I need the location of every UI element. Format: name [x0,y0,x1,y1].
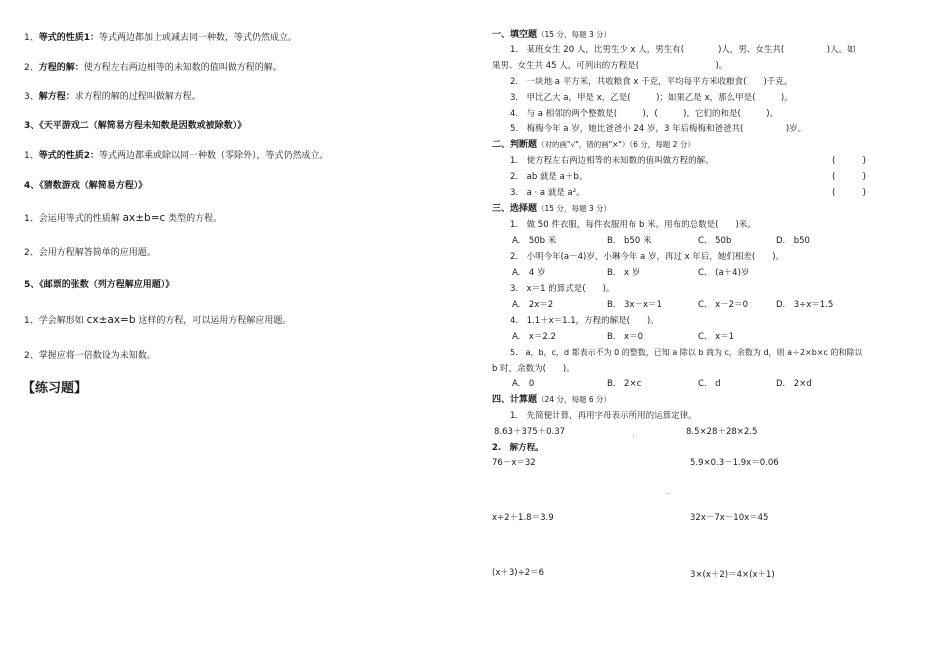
mc-q3-option-a: A. 2x＝2 [512,300,554,310]
objective-4-para: 2、掌握应将一倍数设为未知数。 [24,351,156,361]
equation-4: 32x－7x－10x＝45 [690,513,769,523]
mc-q4-option-c: C. x＝1 [698,332,735,342]
solving-def-para: 3、解方程：求方程的解的过程叫做解方程。 [24,92,201,102]
section-multiple-choice: 三、选择题（15 分，每题 3 分） [492,204,611,214]
mc-q1-option-a: A. 50b 米 [512,236,557,246]
mc-q1-option-d: D. b50 [776,236,810,246]
objective-3-para: 1、学会解形如 cx±ax=b 这样的方程，可以运用方程解应用题。 [24,314,292,326]
mc-q4: 4. 1.1＋x＝1.1，方程的解是( )。 [510,316,659,326]
scan-speck [633,435,634,436]
mc-q4-option-a: A. x＝2.2 [512,332,556,342]
mc-q3-option-d: D. 3÷x＝1.5 [776,300,834,310]
tf-q3-answer-box: ( ) [832,188,867,198]
mc-q2-option-a: A. 4 岁 [512,268,546,278]
mc-q5-option-b: B. 2×c [607,379,642,389]
formula-cx-ax-b: cx±ax=b [86,314,136,326]
equation-3: x÷2＋1.8＝3.9 [492,513,554,523]
tf-q3: 3. a · a 就是 a²。 [510,188,585,198]
mc-q2-option-c: C. (a＋4)岁 [698,268,750,278]
lesson-5-heading: 5、《邮票的张数（列方程解应用题）》 [24,280,175,290]
lesson-3-heading: 3、《天平游戏二（解简易方程未知数是因数或被除数）》 [24,121,247,131]
mc-q1-option-b: B. b50 米 [607,236,652,246]
mc-q1: 1. 做 50 件衣服，每件衣服用布 b 米。用布的总数是( )米。 [510,220,756,230]
equation-6: 3×(x＋2)＝4×(x＋1) [690,570,775,580]
scan-speck [668,493,669,494]
objective-1-para: 1、会运用等式的性质解 ax±b=c 类型的方程。 [24,212,223,224]
right-page [480,0,950,672]
fill-q2: 2. 一块地 a 平方米，共收粮食 x 千克，平均每平方米收粮食( )千克。 [510,77,793,87]
equation-1: 76－x＝32 [492,458,536,468]
fill-q1-line1: 1. 某班女生 20 人，比男生少 x 人，男生有( )人，男、女生共( )人。如 [510,45,856,55]
property-1-para: 1、等式的性质1：等式两边都加上或减去同一种数，等式仍然成立。 [24,33,298,43]
mc-q5-option-d: D. 2×d [776,379,812,389]
solution-term: 方程的解： [38,63,84,73]
mc-q3-option-c: C. x－2＝0 [698,300,748,310]
property-2-term: 等式的性质2： [38,151,99,161]
property-1-term: 等式的性质1： [38,33,99,43]
solution-def-para: 2、方程的解：使方程左右两边相等的未知数的值叫做方程的解。 [24,63,282,73]
formula-ax-b-c: ax±b=c [122,212,166,224]
practice-heading: 【练习题】 [22,381,88,396]
fill-q1-line2: 果男、女生共 45 人，可列出的方程是( )。 [492,61,728,71]
lesson-4-heading: 4、《猜数游戏（解简易方程）》 [24,181,148,191]
mc-q5-line1: 5. a，b，c，d 都表示不为 0 的整数，已知 a 除以 b 商为 c，余数为 d，则 a＋2×b×c 的和除以 [510,348,863,357]
section-true-false: 二、判断题（对的画"√"，错的画"×"）（6 分，每题 2 分） [492,140,695,150]
tf-q1-answer-box: ( ) [832,156,867,166]
mc-q5-line2: b 时，余数为( )。 [492,364,575,374]
equation-5: (x＋3)÷2＝6 [492,568,545,578]
calc-q2: 2. 解方程。 [492,443,544,453]
solving-term: 解方程： [38,92,75,102]
tf-q2: 2. ab 就是 a＋b。 [510,172,588,182]
mc-q2: 2. 小明今年(a－4)岁，小琳今年 a 岁，再过 x 年后，她们相差( )。 [510,252,785,262]
objective-2-para: 2、会用方程解答简单的应用题。 [24,248,156,258]
left-page [0,0,440,672]
calc-q1-expr-b: 8.5×28＋28×2.5 [686,427,758,437]
fill-q4: 4. 与 a 相邻的两个整数是( )，( )，它们的和是( )。 [510,109,779,119]
section-fill-in: 一、填空题（15 分，每题 3 分） [492,30,611,40]
tf-q1: 1. 使方程左右两边相等的未知数的值叫做方程的解。 [510,156,714,166]
mc-q1-option-c: C. 50b [698,236,732,246]
mc-q3: 3. x＝1 的算式是( )。 [510,284,615,294]
mc-q2-option-b: B. x 岁 [607,268,641,278]
section-calculation: 四、计算题（24 分，每题 6 分） [492,395,611,405]
mc-q4-option-b: B. x＝0 [607,332,643,342]
mc-q3-option-b: B. 3x－x＝1 [607,300,662,310]
fill-q5: 5. 梅梅今年 a 岁，她比爸爸小 24 岁，3 年后梅梅和爸爸共( )岁。 [510,124,807,134]
fill-q3: 3. 甲比乙大 a，甲是 x，乙是( )；如果乙是 x，那么甲是( )。 [510,93,793,103]
calc-q1: 1. 先简便计算，再用字母表示所用的运算定律。 [510,411,697,421]
equation-2: 5.9×0.3－1.9x＝0.06 [690,458,779,468]
mc-q5-option-a: A. 0 [512,379,535,389]
tf-q2-answer-box: ( ) [832,172,867,182]
calc-q1-expr-a: 8.63＋375＋0.37 [494,427,566,437]
property-2-para: 1、等式的性质2：等式两边都乘或除以同一种数（零除外），等式仍然成立。 [24,151,329,161]
mc-q5-option-c: C. d [698,379,721,389]
